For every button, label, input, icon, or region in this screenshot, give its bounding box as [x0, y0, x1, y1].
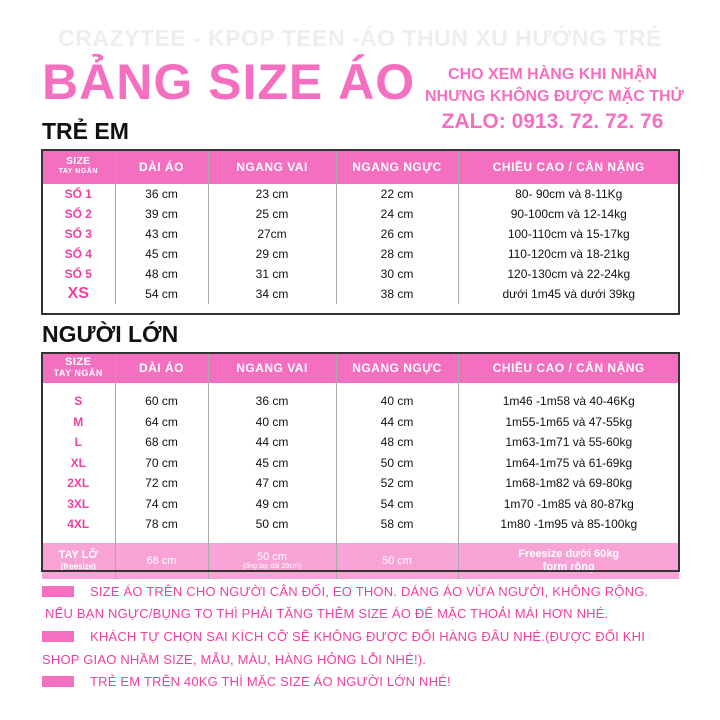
note-2: NẾU BẠN NGỰC/BỤNG TO THÌ PHẢI TĂNG THÊM SIZE ÁO ĐỂ MẶC THOẢI MÁI HƠN NHÉ. [45, 606, 609, 621]
table-row [42, 244, 679, 264]
size-label: 4XL [67, 517, 90, 532]
page-title: BẢNG SIZE ÁO [42, 54, 416, 110]
chest-value: 28 cm [336, 244, 458, 264]
note-1: SIZE ÁO TRÊN CHO NGƯỜI CÂN ĐỐI, EO THON. DÁNG ÁO VỪA NGƯỜI, KHÔNG RỘNG. [42, 584, 648, 599]
shoulder-value: 23 cm [208, 184, 336, 204]
note-5: TRẺ EM TRÊN 40KG THÌ MẶC SIZE ÁO NGƯỜI LỚN NHÉ! [42, 674, 451, 689]
header-length: DÀI ÁO [115, 353, 208, 383]
fit-value: 100-110cm và 15-17kg [458, 224, 679, 244]
fit-value: 1m63-1m71 và 55-60kg [458, 432, 679, 453]
shoulder-value: 45 cm [208, 453, 336, 474]
adults-size-table [42, 353, 679, 579]
chest-value: 26 cm [336, 224, 458, 244]
freesize-row [42, 543, 679, 579]
length-value: 54 cm [115, 284, 208, 304]
header-chest: NGANG NGỰC [336, 150, 458, 184]
header-shoulder: NGANG VAI [208, 353, 336, 383]
shoulder-value: 31 cm [208, 264, 336, 284]
chest-value: 24 cm [336, 204, 458, 224]
size-label: SỐ 1 [64, 187, 92, 201]
size-label: SỐ 4 [64, 247, 92, 261]
pink-bar-marker [42, 631, 74, 642]
notice-line-1: CHO XEM HÀNG KHI NHẬN [448, 66, 657, 83]
size-label: SỐ 5 [64, 267, 92, 281]
length-value: 43 cm [115, 224, 208, 244]
header-chest: NGANG NGỰC [336, 353, 458, 383]
table-row [42, 514, 679, 535]
shoulder-value: 44 cm [208, 432, 336, 453]
chest-value: 40 cm [336, 391, 458, 412]
header-shoulder: NGANG VAI [208, 150, 336, 184]
shoulder-value: 27cm [208, 224, 336, 244]
fit-value: 1m64-1m75 và 61-69kg [458, 453, 679, 474]
shoulder-value: 25 cm [208, 204, 336, 224]
length-value: 60 cm [115, 391, 208, 412]
header-size: SIZE TAY NGẮN [42, 353, 115, 383]
shoulder-value: 29 cm [208, 244, 336, 264]
length-value: 39 cm [115, 204, 208, 224]
table-row [42, 432, 679, 453]
length-value: 78 cm [115, 514, 208, 535]
fit-value-freesize: Freesize dưới 60kg form rộng [458, 543, 679, 579]
brand-watermark: CRAZYTEE - KPOP TEEN -ÁO THUN XU HƯỚNG TRẺ [58, 25, 662, 51]
size-label: M [73, 414, 84, 429]
shoulder-value-freesize: 50 cm (ống tay dài 29cm) [208, 543, 336, 579]
header-length: DÀI ÁO [115, 150, 208, 184]
note-3: KHÁCH TỰ CHỌN SAI KÍCH CỠ SẼ KHÔNG ĐƯỢC ĐỔI HÀNG ĐÂU NHÉ.(ĐƯỢC ĐỔI KHI [42, 629, 645, 644]
size-label: XL [70, 455, 86, 470]
table-row [42, 264, 679, 284]
fit-value: 1m46 -1m58 và 40-46Kg [458, 391, 679, 412]
length-value: 48 cm [115, 264, 208, 284]
fit-value: 90-100cm và 12-14kg [458, 204, 679, 224]
kids-header-row [42, 150, 679, 184]
fit-value: 1m70 -1m85 và 80-87kg [458, 494, 679, 515]
adults-header-row [42, 353, 679, 383]
size-label-freesize: TAY LỠ (freesize) [42, 543, 115, 579]
size-label: SỐ 2 [64, 207, 92, 221]
fit-value: 1m80 -1m95 và 85-100kg [458, 514, 679, 535]
chest-value: 54 cm [336, 494, 458, 515]
header-height-weight: CHIỀU CAO / CÂN NẶNG [458, 353, 679, 383]
size-label: XS [67, 285, 89, 302]
chest-value: 38 cm [336, 284, 458, 304]
chest-value: 22 cm [336, 184, 458, 204]
chest-value: 58 cm [336, 514, 458, 535]
length-value: 74 cm [115, 494, 208, 515]
chest-value: 48 cm [336, 432, 458, 453]
zalo-contact: ZALO: 0913. 72. 72. 76 [441, 110, 664, 133]
chest-value: 44 cm [336, 412, 458, 433]
table-row [42, 204, 679, 224]
shoulder-value: 34 cm [208, 284, 336, 304]
fit-value: 110-120cm và 18-21kg [458, 244, 679, 264]
table-row [42, 494, 679, 515]
chest-value: 50 cm [336, 453, 458, 474]
notice-line-2: NHƯNG KHÔNG ĐƯỢC MẶC THỬ [425, 88, 684, 105]
kids-size-table [42, 150, 679, 304]
size-label: SỐ 3 [64, 227, 92, 241]
fit-value: 120-130cm và 22-24kg [458, 264, 679, 284]
shoulder-value: 50 cm [208, 514, 336, 535]
table-row [42, 391, 679, 412]
pink-bar-marker [42, 676, 74, 687]
fit-value: 1m55-1m65 và 47-55kg [458, 412, 679, 433]
table-row [42, 412, 679, 433]
adults-section-title: NGƯỜI LỚN [42, 321, 179, 347]
note-4: SHOP GIAO NHẦM SIZE, MẪU, MÀU, HÀNG HỎNG LỖI NHÉ!). [42, 652, 427, 667]
size-label: L [74, 435, 82, 450]
shoulder-value: 47 cm [208, 473, 336, 494]
length-value: 72 cm [115, 473, 208, 494]
size-label: 2XL [67, 476, 90, 491]
kids-section-title: TRẺ EM [42, 118, 129, 144]
chest-value-freesize: 50 cm [336, 543, 458, 579]
shoulder-value: 36 cm [208, 391, 336, 412]
length-value: 36 cm [115, 184, 208, 204]
fit-value: 80- 90cm và 8-11Kg [458, 184, 679, 204]
table-row [42, 224, 679, 244]
fit-value: dưới 1m45 và dưới 39kg [458, 284, 679, 304]
table-row [42, 473, 679, 494]
length-value: 68 cm [115, 432, 208, 453]
shoulder-value: 40 cm [208, 412, 336, 433]
chest-value: 30 cm [336, 264, 458, 284]
size-label: 3XL [67, 496, 90, 511]
table-row [42, 453, 679, 474]
length-value: 64 cm [115, 412, 208, 433]
header-height-weight: CHIỀU CAO / CÂN NẶNG [458, 150, 679, 184]
pink-bar-marker [42, 586, 74, 597]
table-row [42, 184, 679, 204]
length-value: 45 cm [115, 244, 208, 264]
table-row [42, 284, 679, 304]
length-value: 70 cm [115, 453, 208, 474]
sleeve-note: (ống tay dài 29cm) [243, 562, 301, 570]
chest-value: 52 cm [336, 473, 458, 494]
fit-value: 1m68-1m82 và 69-80kg [458, 473, 679, 494]
length-value-freesize: 68 cm [115, 543, 208, 579]
header-size: SIZE TAY NGẮN [42, 150, 115, 184]
size-label: S [74, 394, 83, 409]
shoulder-value: 49 cm [208, 494, 336, 515]
